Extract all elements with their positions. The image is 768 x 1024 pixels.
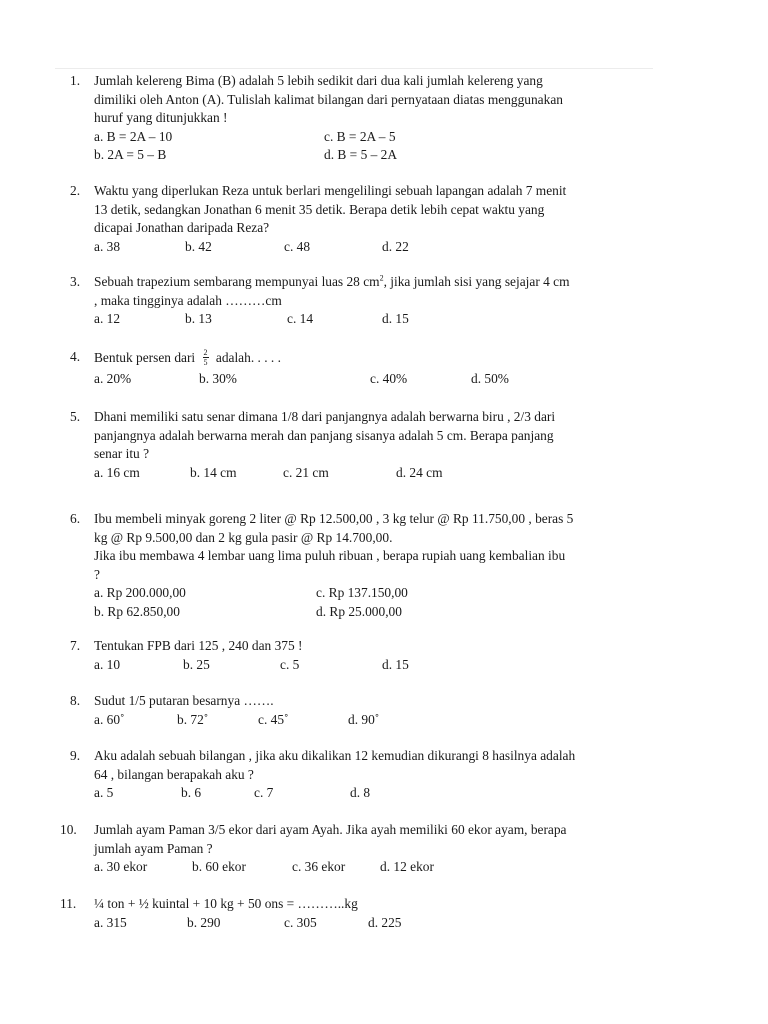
question-6	[70, 510, 645, 622]
question-text	[94, 692, 645, 711]
question-number: 4.	[70, 349, 81, 364]
question-text	[94, 72, 645, 128]
option-c[interactable]: c. B = 2A – 5	[324, 128, 396, 144]
question-2	[70, 182, 645, 256]
question-line: Jumlah ayam Paman 3/5 ekor dari ayam Ayah. Jika ayah memiliki 60 ekor ayam, berapa	[94, 822, 567, 837]
option-b[interactable]: b. 30%	[199, 371, 237, 386]
question-line: Tentukan FPB dari 125 , 240 dan 375 !	[94, 638, 303, 653]
option-d[interactable]: d. 22	[382, 238, 409, 254]
question-text-part: adalah. . . . .	[215, 350, 281, 365]
option-b[interactable]: b. 25	[183, 656, 210, 672]
option-d[interactable]: d. 24 cm	[396, 464, 443, 480]
option-b[interactable]: b. 6	[181, 785, 202, 801]
question-5	[70, 408, 645, 482]
question-line: senar itu ?	[94, 446, 150, 462]
question-line: huruf yang ditunjukkan !	[94, 110, 228, 126]
question-text-part: Bentuk persen dari	[94, 350, 196, 365]
question-line: Sudut 1/5 putaran besarnya …….	[94, 693, 274, 708]
option-a[interactable]: a. Rp 200.000,00	[94, 585, 186, 601]
question-text	[94, 821, 645, 858]
option-c[interactable]: c. 5	[280, 656, 300, 672]
question-9	[70, 747, 645, 803]
question-number: 3.	[70, 274, 81, 289]
option-c[interactable]: c. 14	[287, 311, 314, 327]
option-d[interactable]: d. 15	[382, 311, 409, 327]
option-c[interactable]: c. 48	[284, 238, 311, 254]
question-line: Waktu yang diperlukan Reza untuk berlari mengelilingi sebuah lapangan adalah 7 menit	[94, 183, 567, 198]
question-8	[70, 692, 645, 729]
options-row	[94, 464, 645, 483]
option-d[interactable]: d. 50%	[471, 371, 509, 386]
question-line: 13 detik, sedangkan Jonathan 6 menit 35 detik. Berapa detik lebih cepat waktu yang	[94, 201, 545, 217]
question-text	[94, 895, 645, 914]
question-number: 2.	[70, 183, 81, 198]
question-line: kg @ Rp 9.500,00 dan 2 kg gula pasir @ Rp 14.700,00.	[94, 529, 393, 545]
option-a[interactable]: a. 38	[94, 238, 121, 254]
question-10	[60, 821, 645, 877]
options-row	[94, 310, 645, 329]
option-a[interactable]: a. 20%	[94, 371, 132, 386]
option-d[interactable]: d. Rp 25.000,00	[316, 603, 402, 619]
question-line: jumlah ayam Paman ?	[94, 840, 213, 856]
options-row	[94, 146, 645, 165]
option-d[interactable]: d. 225	[368, 914, 402, 930]
option-b[interactable]: b. 72˚	[177, 711, 209, 727]
option-b[interactable]: b. 290	[187, 914, 221, 930]
question-line: Aku adalah sebuah bilangan , jika aku dikalikan 12 kemudian dikurangi 8 hasilnya adalah	[94, 748, 576, 763]
question-number: 8.	[70, 693, 81, 708]
option-c[interactable]: c. 7	[254, 785, 274, 801]
fraction-numerator: 2	[203, 348, 208, 358]
option-a[interactable]: a. 5	[94, 785, 114, 801]
options-row	[94, 711, 645, 730]
option-a[interactable]: a. B = 2A – 10	[94, 128, 173, 144]
option-a[interactable]: a. 16 cm	[94, 464, 140, 480]
option-c[interactable]: c. 21 cm	[283, 464, 329, 480]
question-line: ¼ ton + ½ kuintal + 10 kg + 50 ons = ………..kg	[94, 896, 358, 911]
options-row	[94, 603, 645, 622]
question-4	[70, 346, 645, 389]
option-c[interactable]: c. 36 ekor	[292, 859, 346, 875]
option-a[interactable]: a. 60˚	[94, 711, 125, 727]
question-number: 10.	[60, 822, 77, 837]
option-c[interactable]: c. Rp 137.150,00	[316, 585, 408, 601]
question-number: 11.	[60, 896, 77, 911]
question-text	[94, 747, 645, 784]
options-row	[94, 784, 645, 803]
options-row	[94, 238, 645, 257]
question-number: 9.	[70, 748, 81, 763]
option-d[interactable]: d. 90˚	[348, 711, 380, 727]
options-row	[94, 370, 645, 389]
question-line: Jumlah kelereng Bima (B) adalah 5 lebih sedikit dari dua kali jumlah kelereng yang	[94, 73, 543, 88]
option-d[interactable]: d. 12 ekor	[380, 859, 434, 875]
question-line: dimiliki oleh Anton (A). Tulislah kalimat bilangan dari pernyataan diatas menggunakan	[94, 91, 563, 107]
superscript: 2	[379, 273, 384, 283]
question-text	[94, 273, 645, 310]
question-text-part: Sebuah trapezium sembarang mempunyai luas 28 cm	[94, 274, 380, 289]
options-row	[94, 584, 645, 603]
question-line: panjangnya adalah berwarna merah dan panjang sisanya adalah 5 cm. Berapa panjang	[94, 427, 554, 443]
question-line: 64 , bilangan berapakah aku ?	[94, 766, 254, 782]
question-line	[94, 273, 645, 292]
page-top-rule	[55, 68, 653, 69]
option-c[interactable]: c. 305	[284, 914, 317, 930]
question-line: ?	[94, 566, 100, 582]
option-a[interactable]: a. 30 ekor	[94, 859, 148, 875]
option-d[interactable]: d. 15	[382, 656, 409, 672]
question-1	[70, 72, 645, 165]
option-b[interactable]: b. 2A = 5 – B	[94, 147, 167, 163]
question-text	[94, 182, 645, 238]
question-text	[94, 408, 645, 464]
option-d[interactable]: d. 8	[350, 785, 371, 801]
question-line: Dhani memiliki satu senar dimana 1/8 dari panjangnya adalah berwarna biru , 2/3 dari	[94, 409, 556, 424]
question-text	[94, 346, 645, 370]
option-b[interactable]: b. Rp 62.850,00	[94, 603, 180, 619]
question-7	[70, 637, 645, 674]
fraction-denominator: 5	[203, 358, 208, 368]
option-c[interactable]: c. 45˚	[258, 711, 289, 727]
option-a[interactable]: a. 12	[94, 311, 121, 327]
option-c[interactable]: c. 40%	[370, 371, 408, 386]
question-line: , maka tingginya adalah ………cm	[94, 292, 282, 308]
option-a[interactable]: a. 315	[94, 914, 127, 930]
option-b[interactable]: b. 60 ekor	[192, 859, 246, 875]
question-number: 6.	[70, 511, 81, 526]
options-row	[94, 656, 645, 675]
options-row	[94, 858, 645, 877]
question-line: dicapai Jonathan daripada Reza?	[94, 220, 270, 236]
options-row	[94, 128, 645, 147]
question-number: 7.	[70, 638, 81, 653]
question-line: Jika ibu membawa 4 lembar uang lima puluh ribuan , berapa rupiah uang kembalian ibu	[94, 548, 566, 564]
question-text	[94, 637, 645, 656]
question-number: 1.	[70, 73, 81, 88]
question-3	[70, 273, 645, 329]
option-a[interactable]: a. 10	[94, 656, 121, 672]
option-b[interactable]: b. 42	[185, 238, 212, 254]
question-number: 5.	[70, 409, 81, 424]
fraction	[203, 348, 209, 367]
option-d[interactable]: d. B = 5 – 2A	[324, 147, 398, 163]
question-line: Ibu membeli minyak goreng 2 liter @ Rp 12.500,00 , 3 kg telur @ Rp 11.750,00 , beras 5	[94, 511, 574, 526]
option-b[interactable]: b. 14 cm	[190, 464, 237, 480]
question-text	[94, 510, 645, 584]
question-11	[60, 895, 645, 932]
question-text-part: , jika jumlah sisi yang sejajar 4 cm	[383, 274, 570, 289]
options-row	[94, 914, 645, 933]
option-b[interactable]: b. 13	[185, 311, 212, 327]
